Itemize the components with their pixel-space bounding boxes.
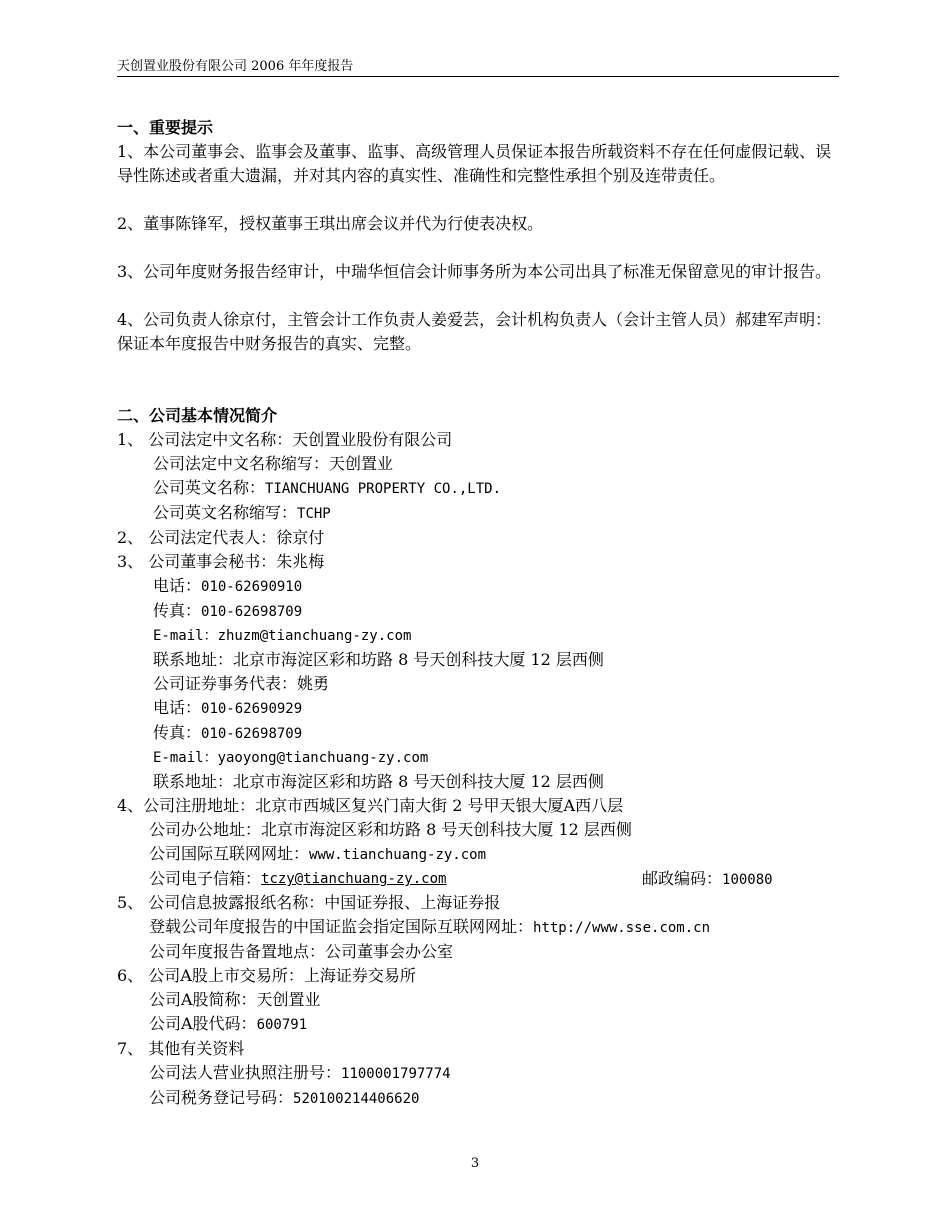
item-5-disclosure-newspapers: 5、 公司信息披露报纸名称：中国证券报、上海证券报 bbox=[117, 893, 501, 912]
company-cn-abbr: 公司法定中文名称缩写：天创置业 bbox=[153, 454, 394, 473]
rep-fax: 传真：010-62698709 bbox=[153, 723, 303, 742]
item-4-registered-address: 4、公司注册地址：北京市西城区复兴门南大街 2 号甲天银大厦A西八层 bbox=[117, 796, 624, 815]
company-email-link[interactable]: tczy@tianchuang-zy.com bbox=[261, 871, 447, 887]
rep-address: 联系地址：北京市海淀区彩和坊路 8 号天创科技大厦 12 层西侧 bbox=[153, 772, 604, 791]
company-en-name: 公司英文名称：TIANCHUANG PROPERTY CO.,LTD. bbox=[153, 478, 502, 497]
page-number: 3 bbox=[470, 1156, 480, 1171]
item-3-board-secretary: 3、 公司董事会秘书：朱兆梅 bbox=[117, 552, 325, 571]
item-1-company-name: 1、 公司法定中文名称：天创置业股份有限公司 bbox=[117, 430, 453, 449]
section-heading-important-notice: 一、重要提示 bbox=[117, 118, 214, 137]
a-share-code: 公司A股代码：600791 bbox=[149, 1014, 308, 1033]
company-email-row: 公司电子信箱： tczy@tianchuang-zy.com 邮政编码：100080 bbox=[117, 867, 842, 891]
document-body bbox=[117, 116, 842, 1111]
csrc-website: 登载公司年度报告的中国证监会指定国际互联网网址：http://www.sse.com.cn bbox=[149, 917, 711, 936]
item-7-other-information: 7、 其他有关资料 bbox=[117, 1039, 245, 1058]
secretary-address: 联系地址：北京市海淀区彩和坊路 8 号天创科技大厦 12 层西侧 bbox=[153, 650, 604, 669]
postal-code: 邮政编码：100080 bbox=[642, 869, 773, 888]
rep-phone: 电话：010-62690929 bbox=[153, 698, 303, 717]
rep-email: E-mail：yaoyong@tianchuang-zy.com bbox=[153, 750, 429, 766]
a-share-short-name: 公司A股简称：天创置业 bbox=[149, 990, 321, 1009]
notice-paragraph-4: 4、公司负责人徐京付，主管会计工作负责人姜爱芸，会计机构负责人（会计主管人员）郝建军声明：保证本年度报告中财务报告的真实、完整。 bbox=[117, 310, 832, 353]
company-en-abbr: 公司英文名称缩写：TCHP bbox=[153, 503, 331, 522]
company-website: 公司国际互联网网址：www.tianchuang-zy.com bbox=[149, 844, 487, 863]
notice-paragraph-1: 1、本公司董事会、监事会及董事、监事、高级管理人员保证本报告所载资料不存在任何虚假记载、误导性陈述或者重大遗漏，并对其内容的真实性、准确性和完整性承担个别及连带责任。 bbox=[117, 142, 832, 185]
item-2-legal-representative: 2、 公司法定代表人：徐京付 bbox=[117, 528, 325, 547]
office-address: 公司办公地址：北京市海淀区彩和坊路 8 号天创科技大厦 12 层西侧 bbox=[149, 820, 632, 839]
report-filing-location: 公司年度报告备置地点：公司董事会办公室 bbox=[149, 942, 454, 961]
notice-paragraph-3: 3、公司年度财务报告经审计，中瑞华恒信会计师事务所为本公司出具了标准无保留意见的审计报告。 bbox=[117, 262, 832, 281]
section-heading-company-profile: 二、公司基本情况简介 bbox=[117, 406, 278, 425]
item-6-stock-exchange: 6、 公司A股上市交易所：上海证券交易所 bbox=[117, 966, 416, 985]
secretary-phone: 电话：010-62690910 bbox=[153, 576, 303, 595]
business-license-number: 公司法人营业执照注册号：1100001797774 bbox=[149, 1063, 451, 1082]
secretary-fax: 传真：010-62698709 bbox=[153, 601, 303, 620]
securities-representative: 公司证券事务代表：姚勇 bbox=[153, 674, 330, 693]
report-header: 天创置业股份有限公司 2006 年年度报告 bbox=[117, 59, 354, 74]
header-divider bbox=[117, 76, 839, 77]
secretary-email: E-mail：zhuzm@tianchuang-zy.com bbox=[153, 628, 412, 644]
tax-registration-number: 公司税务登记号码：520100214406620 bbox=[149, 1088, 420, 1107]
notice-paragraph-2: 2、董事陈锋军，授权董事王琪出席会议并代为行使表决权。 bbox=[117, 214, 544, 233]
